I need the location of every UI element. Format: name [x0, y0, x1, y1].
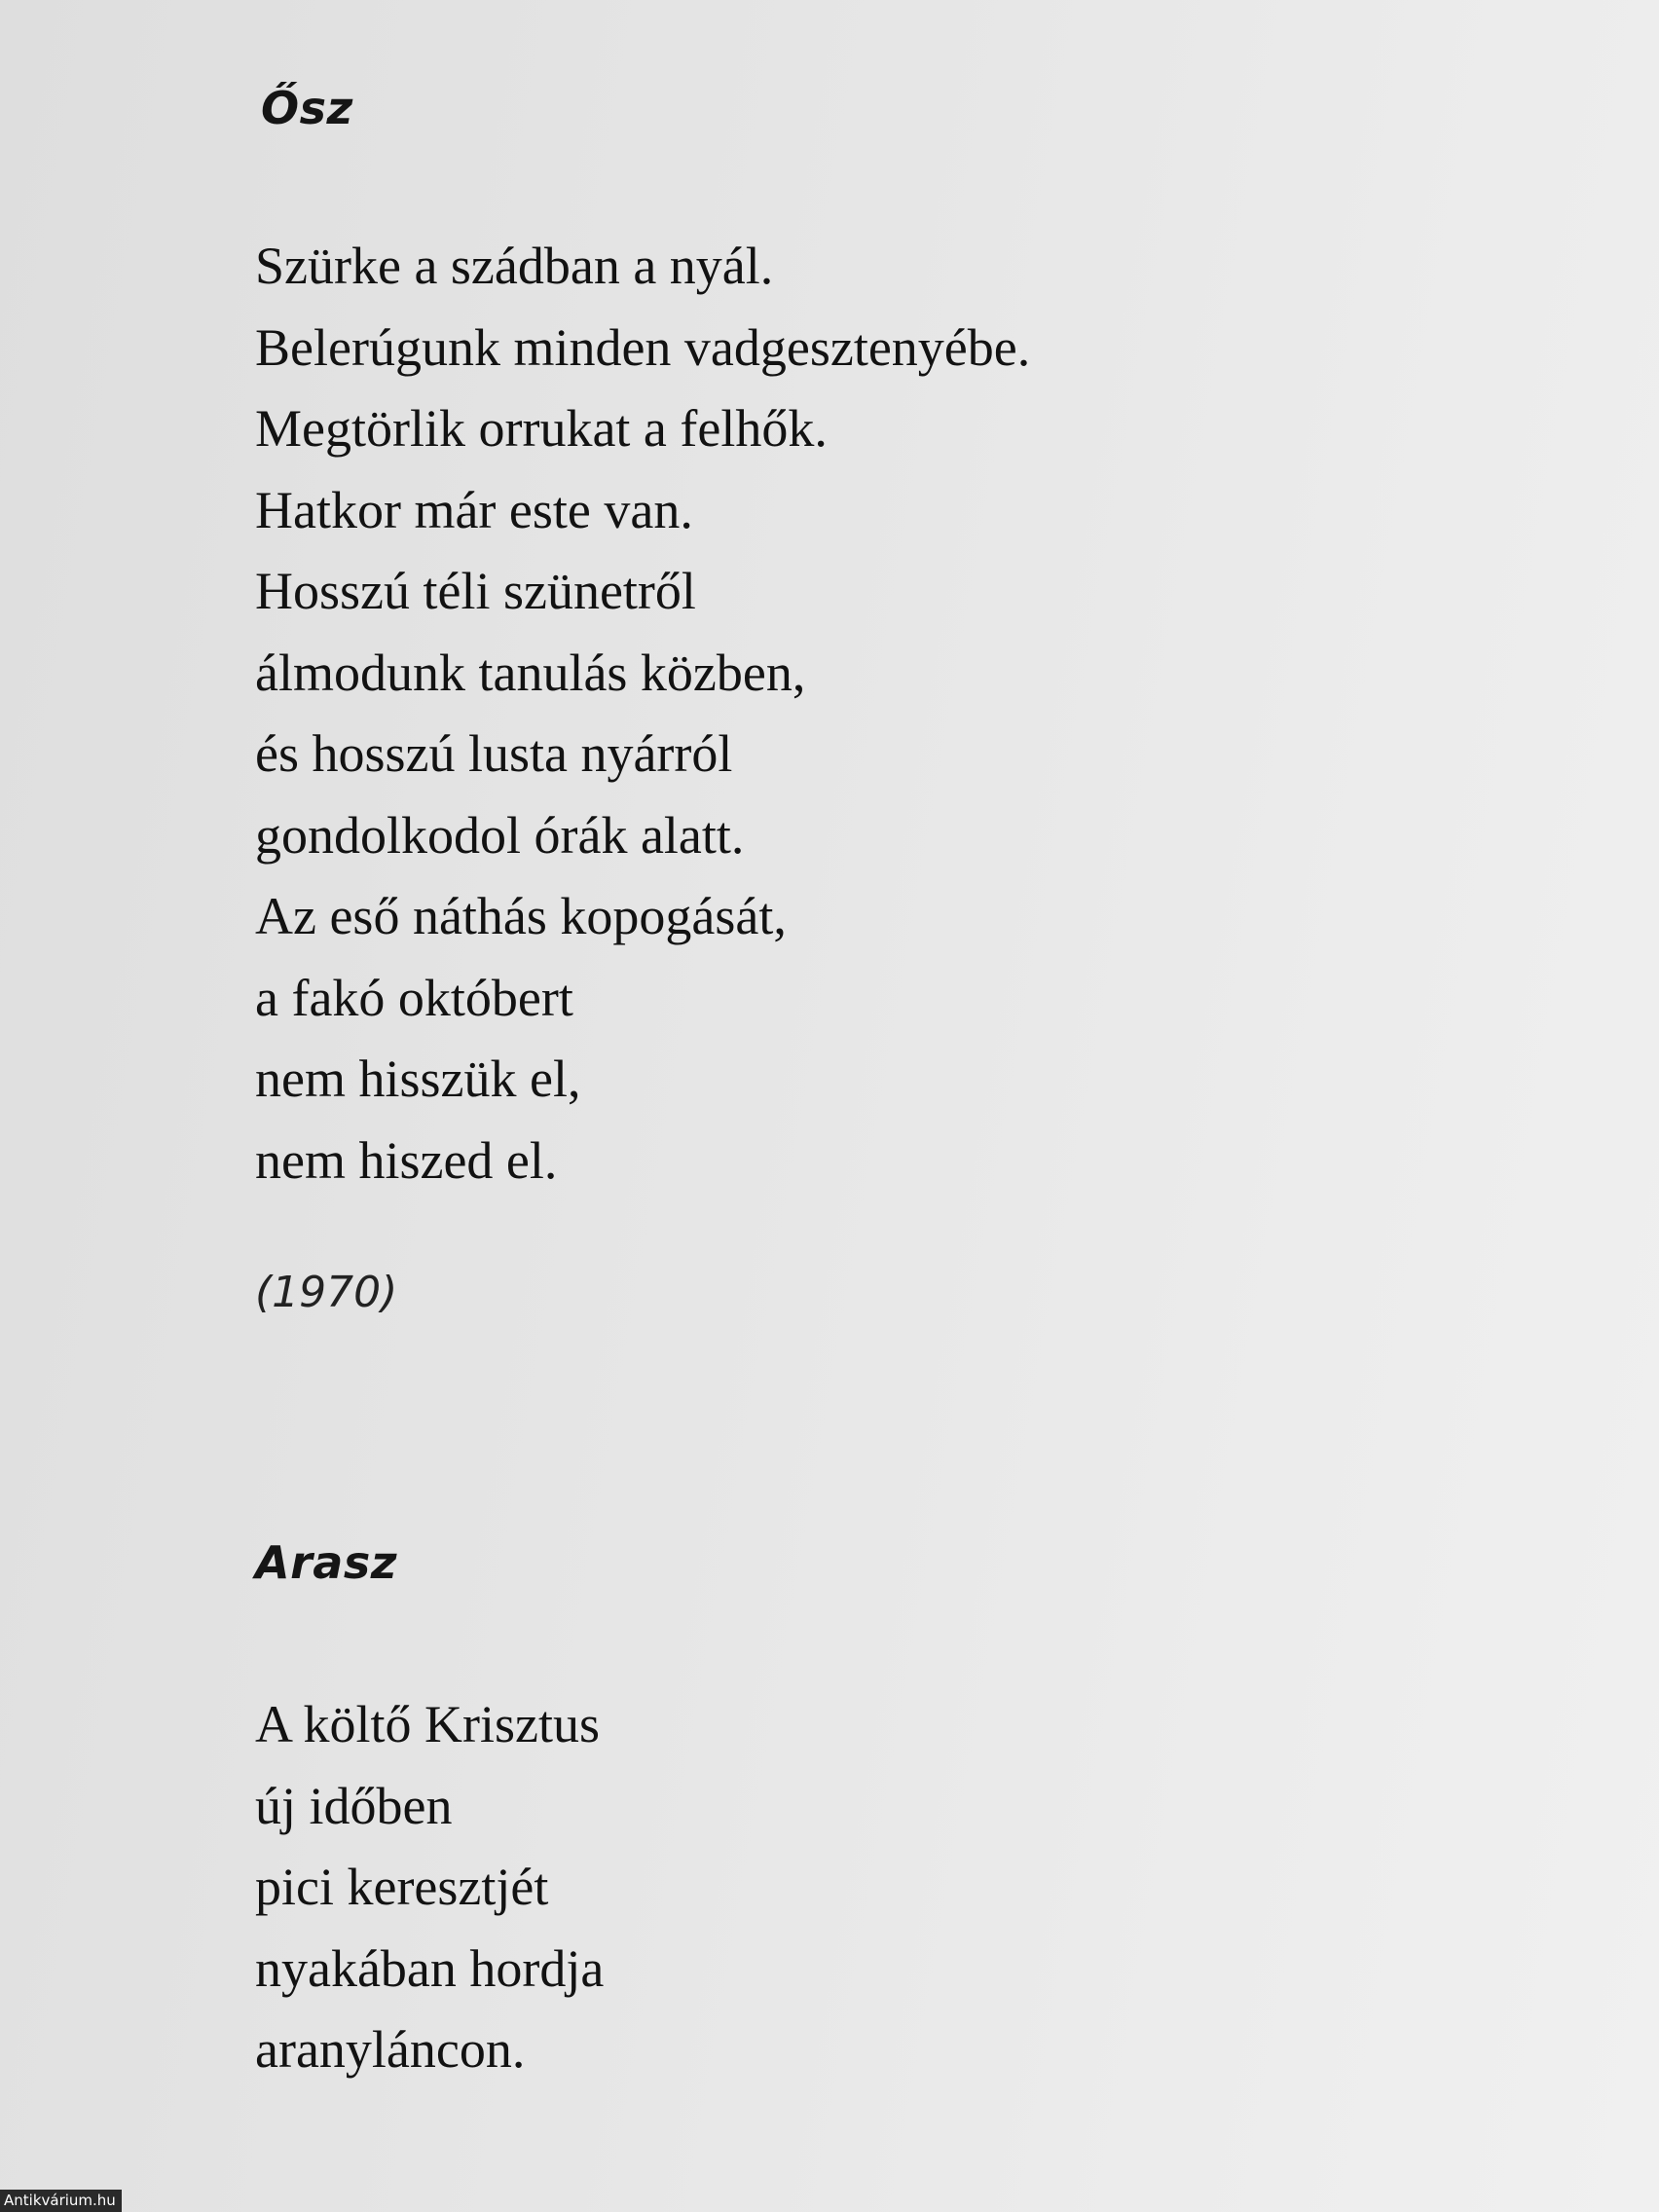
poem-line: új időben: [255, 1776, 453, 1835]
poem-title: Arasz: [255, 1536, 397, 1589]
poem-stanza: [255, 1684, 604, 2091]
poem-line: pici keresztjét: [255, 1858, 549, 1916]
poem-line: Szürke a szádban a nyál.: [255, 237, 774, 295]
poem-title: Ősz: [261, 82, 353, 134]
poem-line: aranyláncon.: [255, 2020, 526, 2079]
poem-line: Megtörlik orrukat a felhők.: [255, 399, 828, 458]
poem-line: A költő Krisztus: [255, 1695, 601, 1753]
poem-line: és hosszú lusta nyárról: [255, 724, 733, 783]
poem-line: Belerúgunk minden vadgesztenyébe.: [255, 317, 1031, 377]
site-watermark: Antikvárium.hu: [0, 2190, 122, 2212]
poem-line: Hatkor már este van.: [255, 480, 693, 539]
poem-line: gondolkodol órák alatt.: [255, 805, 745, 865]
poem-line: álmodunk tanulás közben,: [255, 643, 806, 702]
poem-line: a fakó októbert: [255, 968, 573, 1027]
poem-year: (1970): [255, 1268, 398, 1317]
poem-line: nem hisszük el,: [255, 1050, 581, 1108]
poem-line: nem hiszed el.: [255, 1130, 558, 1190]
poem-line: Az eső náthás kopogását,: [255, 887, 787, 945]
poem-stanza: [255, 226, 1030, 1201]
poem-line: nyakában hordja: [255, 1938, 605, 1998]
poem-line: Hosszú téli szünetről: [255, 562, 696, 620]
